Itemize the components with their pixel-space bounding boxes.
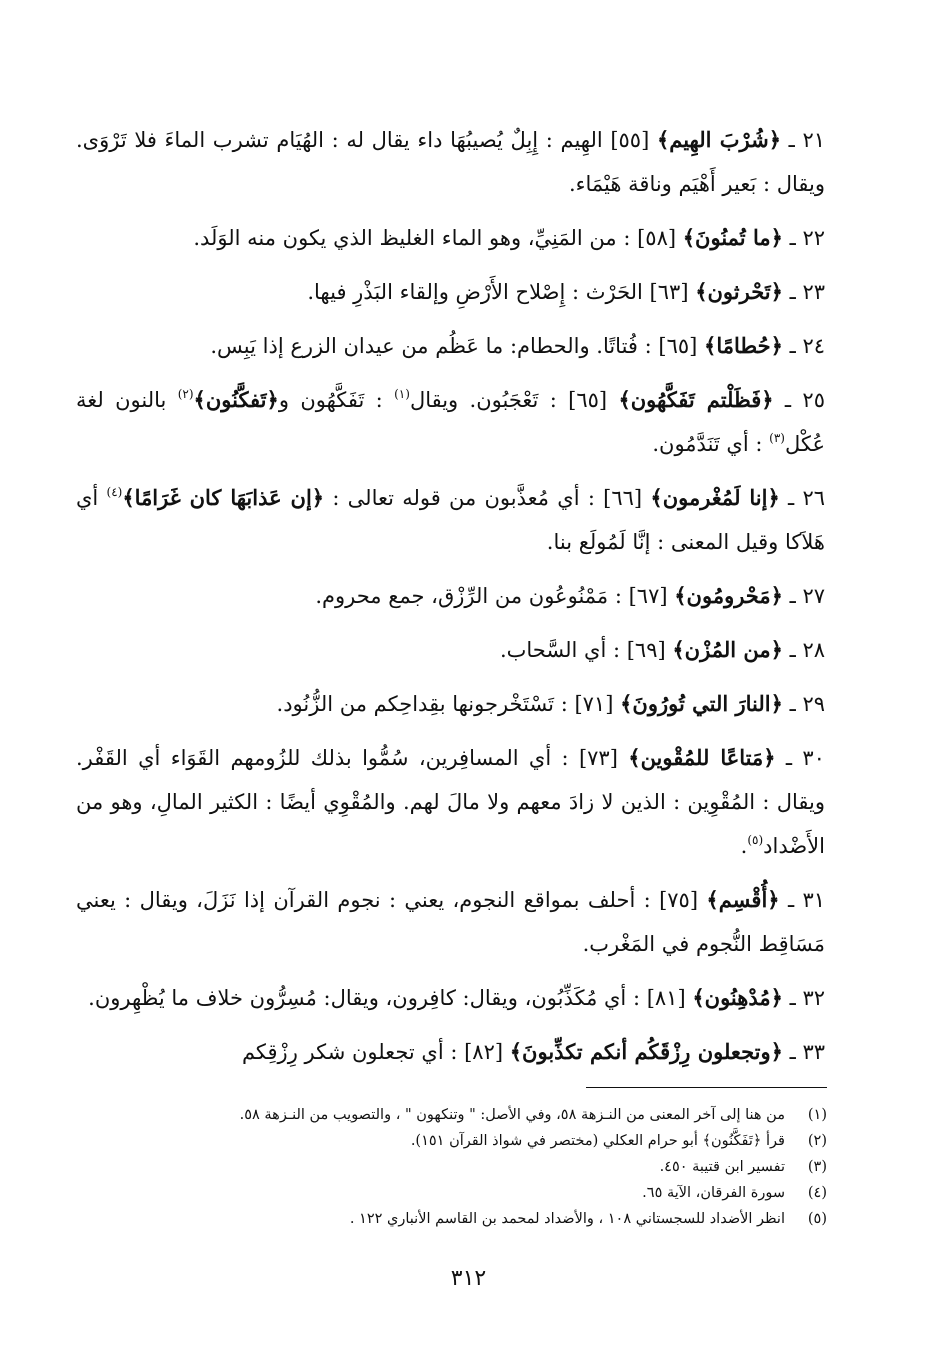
footnote-item [100,1206,827,1232]
footnote-item [100,1180,827,1206]
gloss-text: : تَسْتَخْرجونها بقِداحِكم من الزُّنُود. [276,692,575,716]
gloss-text: : أي تجعلون شكر رِزْقِكم [241,1040,465,1064]
quranic-word: ﴿وتجعلون رِزْقَكُم أنكم تكذِّبونَ﴾ [509,1039,783,1064]
entry-26 [76,476,825,564]
entry-33 [76,1030,825,1074]
quranic-word: ﴿شُرْبَ الهِيم﴾ [656,127,781,152]
footnote-text: قرأ ﴿تَفَكَّنُون﴾ أبو حرام العكلي (مختصر في شواذ القرآن ١٥١). [410,1133,785,1149]
entry-29 [76,682,825,726]
footnote-item [100,1154,827,1180]
entry-30 [76,736,825,868]
entry-number: ٢٢ ـ [789,226,825,250]
gloss-text: أي هَلاَكا وقيل المعنى : إنَّا لَمُولَع بنا. [76,486,825,554]
footnote-number: (٣) [807,1159,827,1175]
gloss-text: : مَمْنُوعُون من الرِّزْق، جمع محروم. [315,584,629,608]
verse-ref: [٧٥] [659,888,699,912]
entry-number: ٣١ ـ [787,888,825,912]
entries-list [76,118,825,1084]
quranic-word: ﴿أُقْسِم﴾ [706,887,780,912]
entry-32 [76,976,825,1020]
quranic-word: ﴿إنا لَمُغْرمون﴾ [650,485,780,510]
entry-number: ٢٨ ـ [789,638,825,662]
quranic-word: ﴿مَتاعًا للمُقْوين﴾ [628,745,776,770]
footnote-text: انظر الأضداد للسجستاني ١٠٨ ، والأضداد لمحمد بن القاسم الأنباري ١٢٢ . [349,1211,785,1227]
entry-25 [76,378,825,466]
footnote-number: (٤) [807,1185,827,1201]
quranic-word: ﴿تَحْرثون﴾ [695,279,783,304]
entry-21 [76,118,825,206]
footnote-text: من هنا إلى آخر المعنى من النـزهة ٥٨، وفي الأصل: " وتنكهون " ، والتصويب من النـزهة ٥٨. [239,1107,785,1123]
entry-number: ٢٦ ـ [788,486,825,510]
footnote-marker: (٢) [177,387,194,401]
entry-31 [76,878,825,966]
quranic-word: ﴿مَحْرومُون﴾ [674,583,783,608]
verse-ref: [٥٨] [637,226,677,250]
verse-ref: [٦٣] [649,280,689,304]
gloss-text: : من المَنِيِّ، وهو الماء الغليظ الذي يكون منه الوَلَد. [193,226,638,250]
footnote-number: (١) [807,1107,827,1123]
gloss-text: : أحلف بمواقع النجوم، يعني : نجوم القرآن إذا نَزَلَ، ويقال : يعني مَسَاقِط النُّجوم في المَغْرب. [76,888,825,956]
quranic-word: ﴿حُطامًا﴾ [704,333,783,358]
entry-number: ٣٣ ـ [789,1040,825,1064]
verse-ref: [٦٥] [658,334,698,358]
footnote-item [100,1102,827,1128]
verse-ref: [٧١] [574,692,614,716]
verse-ref: [٦٦] [603,486,643,510]
entry-24 [76,324,825,368]
quranic-word: ﴿تَفكَّنُون﴾ [193,387,279,412]
gloss-text: : تَعْجَبُون. ويقال [409,388,557,412]
entry-number: ٢٥ ـ [784,388,825,412]
entry-23 [76,270,825,314]
verse-ref: [٥٥] [610,128,650,152]
gloss-text: بالنون لغة عُكْل [76,388,825,456]
gloss-text: : أي السَّحاب. [499,638,627,662]
verse-ref: [٦٧] [628,584,668,608]
verse-ref: [٦٥] [568,388,608,412]
footnote-marker: (٤) [106,485,123,499]
quranic-word: ﴿مُدْهِنُون﴾ [692,985,783,1010]
gloss-text: : تَفَكَّهُون و [278,388,395,412]
page-number: ٣١٢ [450,1266,487,1291]
quranic-word: ﴿إن عَذابَهَا كان غَرَامًا﴾ [122,485,325,510]
gloss-text: . [740,834,748,858]
entry-22 [76,216,825,260]
entry-number: ٢٤ ـ [789,334,825,358]
entry-number: ٣٢ ـ [789,986,825,1010]
entry-28 [76,628,825,672]
verse-ref: [٦٩] [626,638,666,662]
entry-number: ٢٩ ـ [789,692,825,716]
quranic-word: ﴿فَظَلْتم تَفَكَّهُون﴾ [618,387,774,412]
quranic-word: ﴿من المُزْن﴾ [672,637,783,662]
gloss-text: : أي المسافِرين، سُمُّوا بذلك للزُومهم القَوَاء أي القَفْر. ويقال : المُقْوِين : الذين لا زادَ معهم ولا مالَ لهم. والمُقْوِي أيضًا : الكثير المالِ، وهو من الأَضْداد [76,746,825,858]
footnotes-list [100,1102,827,1232]
footnote-item [100,1128,827,1154]
footnote-marker: (٥) [747,833,764,847]
gloss-text: : فُتاتًا. والحطام: ما عَظُم من عيدان الزرع إذا يَبِس. [210,334,659,358]
entry-number: ٣٠ ـ [785,746,825,770]
footnote-marker: (١) [394,387,410,401]
gloss-text: : أي تَنَدَّمُون. [652,432,770,456]
quranic-word: ﴿النارَ التي تُورُونَ﴾ [620,691,783,716]
quranic-word: ﴿ما تُمنُونَ﴾ [682,225,783,250]
footnote-text: سورة الفرقان، الآية ٦٥. [642,1185,785,1201]
entry-number: ٢٣ ـ [789,280,825,304]
verse-ref: [٧٣] [578,746,618,770]
verse-ref: [٨٢] [464,1040,504,1064]
entry-number: ٢١ ـ [788,128,825,152]
verse-ref: [٨١] [646,986,686,1010]
gloss-text: : أي مُعذَّبون من قوله تعالى : [324,486,604,510]
footnote-number: (٥) [807,1211,827,1227]
footnote-number: (٢) [807,1133,827,1149]
entry-number: ٢٧ ـ [789,584,825,608]
footnote-divider [586,1087,827,1088]
entry-27 [76,574,825,618]
footnote-text: تفسير ابن قتيبة ٤٥٠. [659,1159,785,1175]
footnote-marker: (٣) [769,431,785,445]
gloss-text: : أي مُكَذِّبُون، ويقال: كافِرون، ويقال: مُسِرُّون خلاف ما يُظْهِرون. [88,986,647,1010]
gloss-text: الحَرْث : إِصْلاح الأَرْضِ وإلقاء البَذْرِ فيها. [307,280,650,304]
gloss-text: الهِيم : إِبِلٌ يُصيبُهَا داء يقال له : الهُيَام تشرب الماءَ فلا تَرْوَى. ويقال : بَعير أَهْيَم وناقة هَيْمَاء. [76,128,825,196]
